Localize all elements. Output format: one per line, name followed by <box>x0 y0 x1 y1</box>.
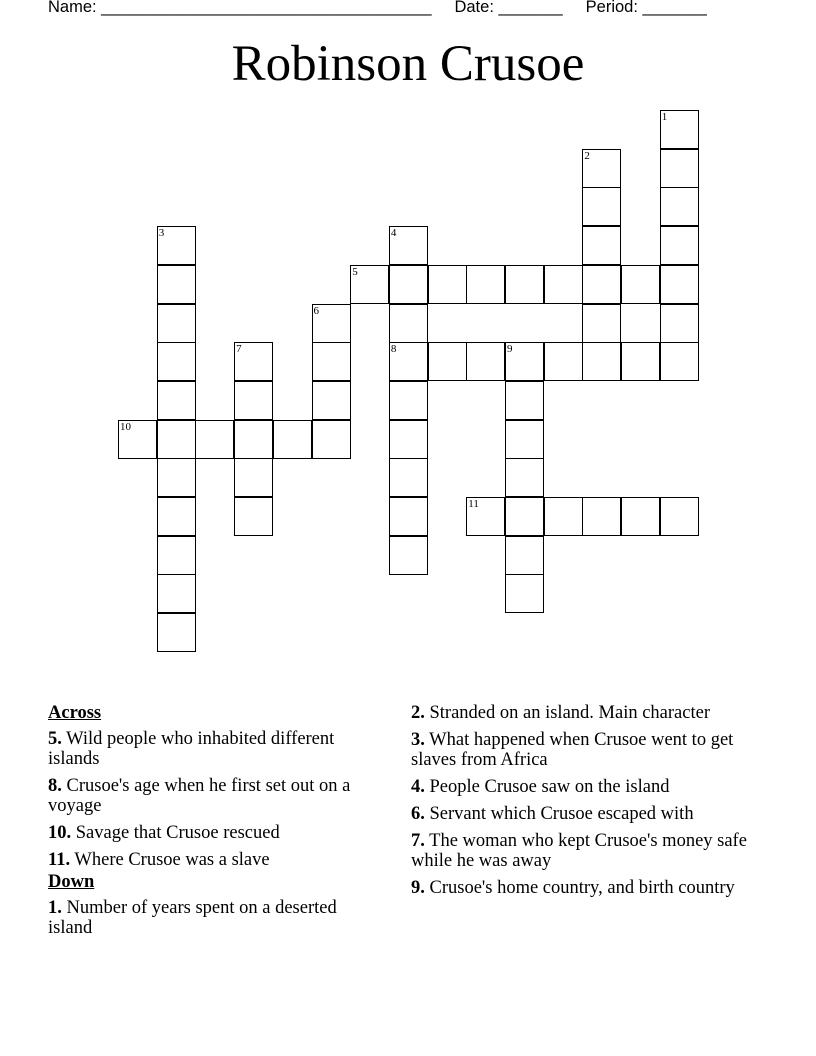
clue-text: Where Crusoe was a slave <box>74 850 270 870</box>
crossword-cell[interactable] <box>157 304 196 343</box>
clue-across-10 <box>48 823 378 843</box>
crossword-cell[interactable] <box>389 458 428 497</box>
crossword-cell[interactable] <box>234 381 273 420</box>
crossword-cell[interactable] <box>157 458 196 497</box>
crossword-cell[interactable] <box>660 342 699 381</box>
crossword-cell[interactable] <box>621 265 660 304</box>
crossword-cell[interactable] <box>505 420 544 459</box>
crossword-cell[interactable] <box>505 536 544 575</box>
crossword-cell[interactable] <box>389 342 428 381</box>
crossword-cell[interactable] <box>466 497 505 536</box>
clue-number: 7. <box>411 831 425 851</box>
crossword-cell[interactable] <box>389 497 428 536</box>
crossword-cell[interactable] <box>234 458 273 497</box>
crossword-cell[interactable] <box>582 304 621 343</box>
cell-number: 3 <box>158 227 165 240</box>
clue-across-11 <box>48 850 378 870</box>
crossword-cell[interactable] <box>273 420 312 459</box>
clues-right-column <box>411 703 751 905</box>
crossword-cell[interactable] <box>389 420 428 459</box>
crossword-cell[interactable] <box>234 342 273 381</box>
crossword-cell[interactable] <box>389 536 428 575</box>
clue-number: 11. <box>48 850 71 870</box>
clue-number: 8. <box>48 776 62 796</box>
clue-text: People Crusoe saw on the island <box>429 777 670 797</box>
crossword-cell[interactable] <box>118 420 157 459</box>
crossword-cell[interactable] <box>505 497 544 536</box>
crossword-cell[interactable] <box>389 381 428 420</box>
name-field-label: Name: ____________________________________ <box>48 0 432 16</box>
clues-left-column <box>48 703 378 945</box>
crossword-cell[interactable] <box>582 226 621 265</box>
crossword-cell[interactable] <box>660 226 699 265</box>
crossword-cell[interactable] <box>157 574 196 613</box>
crossword-cell[interactable] <box>505 458 544 497</box>
clue-text: Crusoe's age when he first set out on a voyage <box>48 776 351 816</box>
clue-number: 6. <box>411 804 425 824</box>
crossword-cell[interactable] <box>350 265 389 304</box>
clue-down-4 <box>411 777 751 797</box>
cell-number: 6 <box>313 304 319 317</box>
clue-number: 10. <box>48 823 72 843</box>
crossword-cell[interactable] <box>582 265 621 304</box>
clue-number: 1. <box>48 898 62 918</box>
cell-number: 9 <box>507 343 513 356</box>
crossword-cell[interactable] <box>660 187 699 226</box>
clue-down-3 <box>411 730 751 770</box>
crossword-cell[interactable] <box>505 574 544 613</box>
crossword-cell[interactable] <box>157 226 196 265</box>
cell-number: 7 <box>236 343 242 356</box>
crossword-cell[interactable] <box>544 265 583 304</box>
clue-text: The woman who kept Crusoe's money safe while he was away <box>411 831 747 871</box>
crossword-cell[interactable] <box>234 497 273 536</box>
cell-number: 11 <box>468 498 479 510</box>
crossword-cell[interactable] <box>389 304 428 343</box>
cell-number: 5 <box>352 265 358 278</box>
crossword-cell[interactable] <box>660 497 699 536</box>
clue-down-6 <box>411 804 751 824</box>
page-title: Robinson Crusoe <box>231 36 585 92</box>
crossword-cell[interactable] <box>157 265 196 304</box>
crossword-cell[interactable] <box>582 149 621 188</box>
crossword-cell[interactable] <box>312 304 351 343</box>
crossword-cell[interactable] <box>428 342 467 381</box>
crossword-cell[interactable] <box>582 187 621 226</box>
crossword-cell[interactable] <box>466 265 505 304</box>
cell-number: 10 <box>120 420 131 433</box>
crossword-cell[interactable] <box>621 342 660 381</box>
cell-number: 8 <box>390 343 397 356</box>
cell-number: 1 <box>661 111 668 123</box>
crossword-cell[interactable] <box>544 497 583 536</box>
down-heading: Down <box>48 872 95 892</box>
crossword-cell[interactable] <box>157 497 196 536</box>
cell-number: 4 <box>390 227 397 240</box>
clue-text: Servant which Crusoe escaped with <box>429 804 694 824</box>
crossword-cell[interactable] <box>389 265 428 304</box>
crossword-cell[interactable] <box>428 265 467 304</box>
crossword-cell[interactable] <box>312 420 351 459</box>
crossword-cell[interactable] <box>195 420 234 459</box>
clue-down-1 <box>48 898 378 938</box>
crossword-cell[interactable] <box>582 342 621 381</box>
clue-down-2 <box>411 703 751 723</box>
clue-down-9 <box>411 878 751 898</box>
crossword-cell[interactable] <box>312 342 351 381</box>
crossword-cell[interactable] <box>505 265 544 304</box>
crossword-cell[interactable] <box>660 304 699 343</box>
clue-number: 3. <box>411 730 425 750</box>
crossword-cell[interactable] <box>505 342 544 381</box>
crossword-cell[interactable] <box>660 149 699 188</box>
clue-text: What happened when Crusoe went to get slaves from Africa <box>411 730 734 770</box>
crossword-cell[interactable] <box>234 420 273 459</box>
clue-text: Stranded on an island. Main character <box>429 703 710 723</box>
clue-number: 2. <box>411 703 425 723</box>
crossword-cell[interactable] <box>660 110 699 149</box>
crossword-cell[interactable] <box>505 381 544 420</box>
crossword-cell[interactable] <box>544 342 583 381</box>
period-field-label: Period: _______ <box>585 0 707 16</box>
crossword-cell[interactable] <box>389 226 428 265</box>
clue-text: Wild people who inhabited different islands <box>48 729 335 769</box>
across-heading: Across <box>48 703 102 723</box>
crossword-cell[interactable] <box>621 497 660 536</box>
clue-number: 9. <box>411 878 425 898</box>
crossword-cell[interactable] <box>157 420 196 459</box>
clue-number: 4. <box>411 777 425 797</box>
clue-down-7 <box>411 831 751 871</box>
clue-across-8 <box>48 776 378 816</box>
clue-text: Crusoe's home country, and birth country <box>429 878 735 898</box>
crossword-cell[interactable] <box>582 497 621 536</box>
clue-text: Savage that Crusoe rescued <box>75 823 280 843</box>
crossword-cell[interactable] <box>312 381 351 420</box>
cell-number: 2 <box>584 149 590 162</box>
date-field-label: Date: _______ <box>454 0 563 16</box>
crossword-cell[interactable] <box>157 613 196 652</box>
crossword-cell[interactable] <box>660 265 699 304</box>
crossword-cell[interactable] <box>157 342 196 381</box>
crossword-cell[interactable] <box>157 381 196 420</box>
crossword-cell[interactable] <box>466 342 505 381</box>
crossword-cell[interactable] <box>157 536 196 575</box>
clue-text: Number of years spent on a deserted island <box>48 898 337 938</box>
clue-number: 5. <box>48 729 62 749</box>
clue-across-5 <box>48 729 378 769</box>
